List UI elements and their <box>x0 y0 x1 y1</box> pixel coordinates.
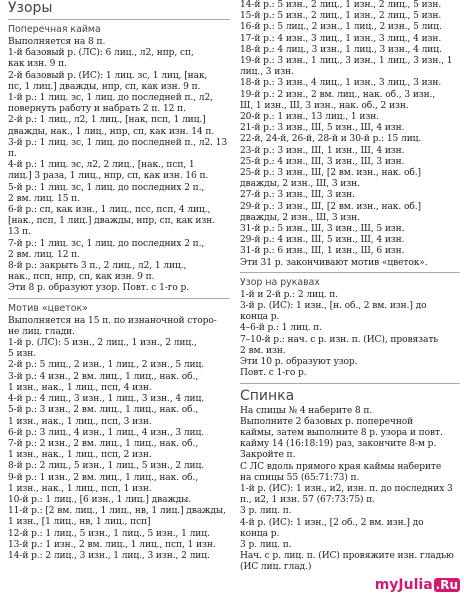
watermark-suffix: .Ru <box>435 578 458 592</box>
subheading-flower: Мотив «цветок» <box>8 302 88 314</box>
sleeve-instructions: 1-й и 2-й р.: 2 лиц. п. 3-й р. (ИС): 1 изн., [н. об., 2 вм. изн.] до конца р. 4–6-й р.: 1 лиц. п. 7–10-й р.: нач. с р. изн. п. (ИС), провязать 2 вм. изн. Эти 10 р. образуют узор. Повт. с 1-го р. <box>240 289 439 379</box>
subheading-sleeve: Узор на рукавах <box>240 276 320 288</box>
back-instructions: На спицы № 4 наберите 8 п. Выполните 2 базовых р. поперечной каймы, затем выполните 8 р. узора и повт. кайму 14 (16:18:19) раз, закончите 8-м р. Закройте п. С ЛС вдоль прямого края каймы наберите на спицы 55 (65:71:73) п. 1-й р. (ИС): 1 изн., и2, изн. п. до последних 3 п., и2, 1 изн. 57 (67:73:75) п. 3 р. лиц. п. 4-й р. (ИС): 1 изн., [2 об., 2 вм. изн.] до конца р. 3 р. лиц. п. Нач. с р. лиц. п. (ИС) провяжите изн. гладью (ИС лиц. глад.) <box>240 405 454 573</box>
right-column <box>240 0 460 574</box>
left-column <box>8 0 230 562</box>
watermark-logo <box>375 577 460 593</box>
section-title-patterns: Узоры <box>8 0 53 16</box>
divider <box>240 272 460 273</box>
subheading-border: Поперечная кайма <box>8 24 101 35</box>
flower-instructions: Выполняется на 15 п. по изнаночной сторо- не лиц. глади. 1-й р. (ЛС): 5 изн., 2 лиц., 1 изн., 2 лиц., 5 изн. 2-й р.: 5 лиц., 2 изн., 1 лиц., 2 изн., 5 лиц. 3-й р.: 4 изн., 2 вм. лиц., 1 лиц., нак. об., 1 изн., нак., 1 лиц., псп, 4 изн. 4-й р.: 4 лиц., 3 изн., 1 лиц., 3 изн., 4 лиц. 5-й р.: 3 изн., 2 вм. лиц., 1 лиц., нак. об., 1 изн., нак., 1 лиц., псп, 3 изн. 6-й р.: 3 лиц., 4 изн., 1 лиц., 4 изн., 3 лиц. 7-й р.: 2 изн., 2 вм. лиц., 1 лиц., нак. об., 1 изн., нак., 1 лиц., псп, 2 изн. 8-й р.: 2 лиц., 5 изн., 1 лиц., 5 изн., 2 лиц. 9-й р.: 1 изн., 2 вм. лиц., 1 лиц., нак. об., 1 изн., нак., 1 лиц., псп, 1 изн. 10-й р.: 1 лиц., [6 изн., 1 лиц.] дважды. 11-й р.: [2 вм. лиц., 1 лиц., нв, 1 лиц.] дважды, 1 изн., [1 лиц., нв, 1 лиц., псп] 12-й р.: 1 лиц., 5 изн., 1 лиц., 5 изн., 1 лиц. 13-й р.: 1 изн., 2 вм. лиц., 1 лиц., псп, 1 изн. 14-й р.: 2 лиц., 3 изн., 1 лиц., 3 изн., 2 лиц. <box>8 315 226 561</box>
border-instructions: Выполняется на 8 п. 1-й базовый р. (ЛС): 6 лиц., л2, нпр, сп, как изн. 9 п. 2-й базовый р. (ИС): 1 лиц. зс, 1 лиц, [нак, пс, 1 лиц.] дважды, нпр, сп, как изн. 9 п. 1-й р.: 1 лиц. зс, 1 лиц. до последней п., л2, повернуть работу и набрать 2 п. 12 п. 2-й р.: 1 лиц., л2, 1 лиц., [нак, псп, 1 лиц.] дважды, нак., 1 лиц., нпр, сп, как изн. 14 п. 3-й р.: 1 лиц. зс, 1 лиц. до последней п., л2. 13 п. 4-й р.: 1 лиц. зс, л2, 2 лиц., [нак., псп, 1 лиц.] 3 раза, 1 лиц., нпр, сп, как изн. 16 п. 5-й р.: 1 лиц. зс, 1 лиц. до последних 2 п., 2 вм. лиц. 15 п. 6-й р.: сп, как изн., 1 лиц., псс, псп, 4 лиц., [нак., псп, 1 лиц.] дважды, нпр, сп, как изн. 13 п. 7-й р.: 1 лиц. зс, 1 лиц. до последних 2 п., 2 вм. лиц. 12 п. 8-й р.: закрыть 3 п., 2 лиц., л2, 1 лиц., нак., псп, нпр, сп, как изн. 9 п. Эти 8 р. образуют узор. Повт. с 1-го р. <box>8 37 228 294</box>
divider <box>240 383 460 384</box>
watermark-text: myJulia <box>374 577 433 593</box>
divider <box>8 298 230 299</box>
section-title-back: Спинка <box>240 387 295 404</box>
flower-rows-continued: 14-й р.: 5 изн., 2 лиц., 1 изн., 2 лиц., 5 изн. 15-й р.: 5 изн., 2 лиц., 1 изн., 2 лиц., 5 изн. 16-й р.: 5 лиц., 2 изн., 1 лиц., 2 изн., 5 лиц. 17-й р.: 4 изн., 3 лиц., 1 изн., 3 лиц., 4 изн. 18-й р.: 4 лиц., 3 изн., 1 лиц., 3 изн., 4 лиц. 19-й р.: 3 изн., 1 лиц., 3 изн., 1 лиц., 3 изн., 1 лиц., 3 изн. 18-й р.: 3 изн., 4 лиц., 1 изн., 3 лиц., 3 изн. 19-й р.: 2 изн., 2 вм. лиц., нак. об., 3 изн., Ш, 1 изн., Ш, 3 изн., нак. об., 2 изн. 20-й р.: 1 изн., 13 лиц., 1 изн. 21-й р.: 3 изн., Ш, 5 изн., Ш, 4 изн. 22-й, 24-й, 26-й, 28-й и 30-й р.: 15 лиц. 23-й р.: 3 изн., Ш, 1 изн., Ш, 4 изн. 25-й р.: 4 изн., Ш, 3 изн., Ш, 3 изн. 25-й р.: 3 изн., Ш, [2 вм. изн., нак. об.] дважды, 2 изн., Ш, 3 изн. 27-й р.: 3 изн., Ш, 3 изн. 29-й р.: 3 изн., Ш, [2 вм. изн., нак. об.] дважды, 2 изн., Ш, 3 изн. 31-й р.: 5 изн., Ш, 3 изн., Ш, 5 изн. 29-й р.: 4 изн., Ш, 5 изн., Ш, 4 изн. 31-й р.: 6 изн., Ш, 1 изн., Ш, 6 изн. Эти 31 р. закончивают мотив «цветок». <box>240 0 453 268</box>
divider <box>8 19 230 20</box>
